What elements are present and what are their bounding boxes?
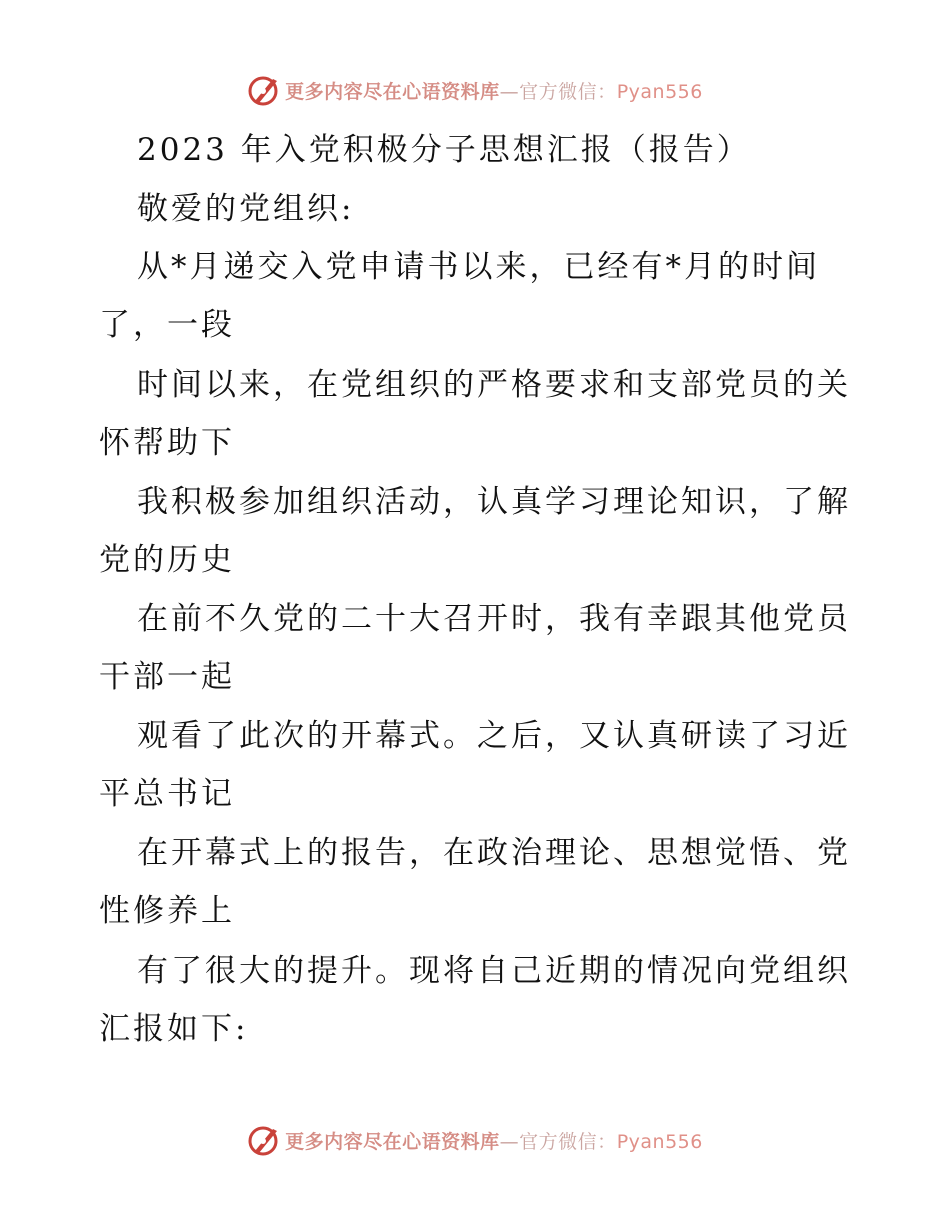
quill-pen-logo-icon [247,1123,281,1157]
paragraph-line: 性修养上 [99,893,235,929]
quill-pen-logo-icon [247,73,281,107]
watermark-main: 更多内容尽在心语资料库 [285,80,500,103]
watermark-wechat-id: Pyan556 [616,1130,703,1153]
paragraph-line: 干部一起 [99,659,235,695]
paragraph-line: 从*月递交入党申请书以来，已经有*月的时间 [137,249,820,285]
paragraph-line: 观看了此次的开幕式。之后，又认真研读了习近 [137,718,851,754]
watermark-text [285,77,703,104]
paragraph-line: 有了很大的提升。现将自己近期的情况向党组织 [137,953,851,989]
watermark-dash: — [499,1130,520,1153]
paragraph-line: 时间以来，在党组织的严格要求和支部党员的关 [137,367,851,403]
paragraph-line: 怀帮助下 [99,425,235,461]
watermark-main: 更多内容尽在心语资料库 [285,1130,500,1153]
salutation: 敬爱的党组织: [137,191,355,227]
header-watermark [0,70,950,110]
paragraph-line: 汇报如下: [99,1011,249,1047]
paragraph-line: 党的历史 [99,542,235,578]
paragraph-line: 在前不久党的二十大召开时，我有幸跟其他党员 [137,601,851,637]
watermark-dash: — [499,80,520,103]
paragraph-line: 了，一段 [99,307,235,343]
watermark-wechat-label: 官方微信： [519,80,617,103]
watermark-text [285,1127,703,1154]
document-title: 2023 年入党积极分子思想汇报（报告） [137,132,751,168]
watermark-wechat-label: 官方微信： [519,1130,617,1153]
watermark-wechat-id: Pyan556 [616,80,703,103]
paragraph-line: 平总书记 [99,776,235,812]
paragraph-line: 在开幕式上的报告，在政治理论、思想觉悟、党 [137,835,851,871]
footer-watermark [0,1120,950,1160]
paragraph-line: 我积极参加组织活动，认真学习理论知识，了解 [137,484,851,520]
